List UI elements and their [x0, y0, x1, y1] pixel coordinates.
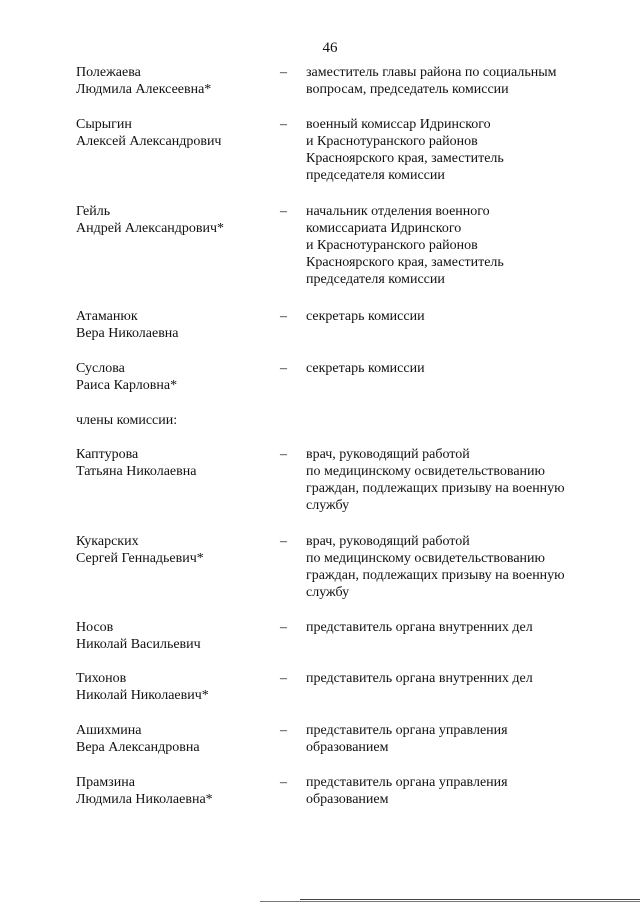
dash-separator: –	[280, 620, 287, 635]
member-name: Атаманюк Вера Николаевна	[76, 309, 179, 341]
dash-separator: –	[280, 309, 287, 324]
member-role: начальник отделения военного комиссариата Идринского и Краснотуранского районов Красноярского края, заместитель председателя комиссии	[306, 204, 504, 287]
member-name: Гейль Андрей Александрович*	[76, 204, 225, 236]
member-role: представитель органа управления образованием	[306, 775, 508, 807]
member-name: Носов Николай Васильевич	[76, 620, 201, 652]
scan-edge-line	[260, 901, 640, 902]
dash-separator: –	[280, 534, 287, 549]
member-role: врач, руководящий работой по медицинскому освидетельствованию граждан, подлежащих призыву на военную службу	[306, 534, 565, 600]
member-name: Полежаева Людмила Алексеевна*	[76, 65, 212, 97]
member-role: секретарь комиссии	[306, 361, 425, 376]
dash-separator: –	[280, 775, 287, 790]
scan-edge-line	[300, 899, 640, 900]
member-name: Ашихмина Вера Александровна	[76, 723, 200, 755]
member-role: представитель органа управления образованием	[306, 723, 508, 755]
member-role: врач, руководящий работой по медицинскому освидетельствованию граждан, подлежащих призыву на военную службу	[306, 447, 565, 513]
member-role: секретарь комиссии	[306, 309, 425, 324]
dash-separator: –	[280, 723, 287, 738]
dash-separator: –	[280, 671, 287, 686]
dash-separator: –	[280, 447, 287, 462]
member-name: Кукарских Сергей Геннадьевич*	[76, 534, 204, 566]
member-role: представитель органа внутренних дел	[306, 620, 533, 635]
dash-separator: –	[280, 117, 287, 132]
dash-separator: –	[280, 65, 287, 80]
member-role: военный комиссар Идринского и Краснотуранского районов Красноярского края, заместитель председателя комиссии	[306, 117, 504, 183]
page-number: 46	[322, 40, 338, 56]
members-heading: члены комиссии:	[76, 413, 178, 428]
member-role: заместитель главы района по социальным вопросам, председатель комиссии	[306, 65, 557, 97]
dash-separator: –	[280, 361, 287, 376]
member-name: Сырыгин Алексей Александрович	[76, 117, 222, 149]
member-name: Каптурова Татьяна Николаевна	[76, 447, 197, 479]
member-name: Суслова Раиса Карловна*	[76, 361, 178, 393]
member-name: Прамзина Людмила Николаевна*	[76, 775, 213, 807]
member-name: Тихонов Николай Николаевич*	[76, 671, 209, 703]
dash-separator: –	[280, 204, 287, 219]
member-role: представитель органа внутренних дел	[306, 671, 533, 686]
